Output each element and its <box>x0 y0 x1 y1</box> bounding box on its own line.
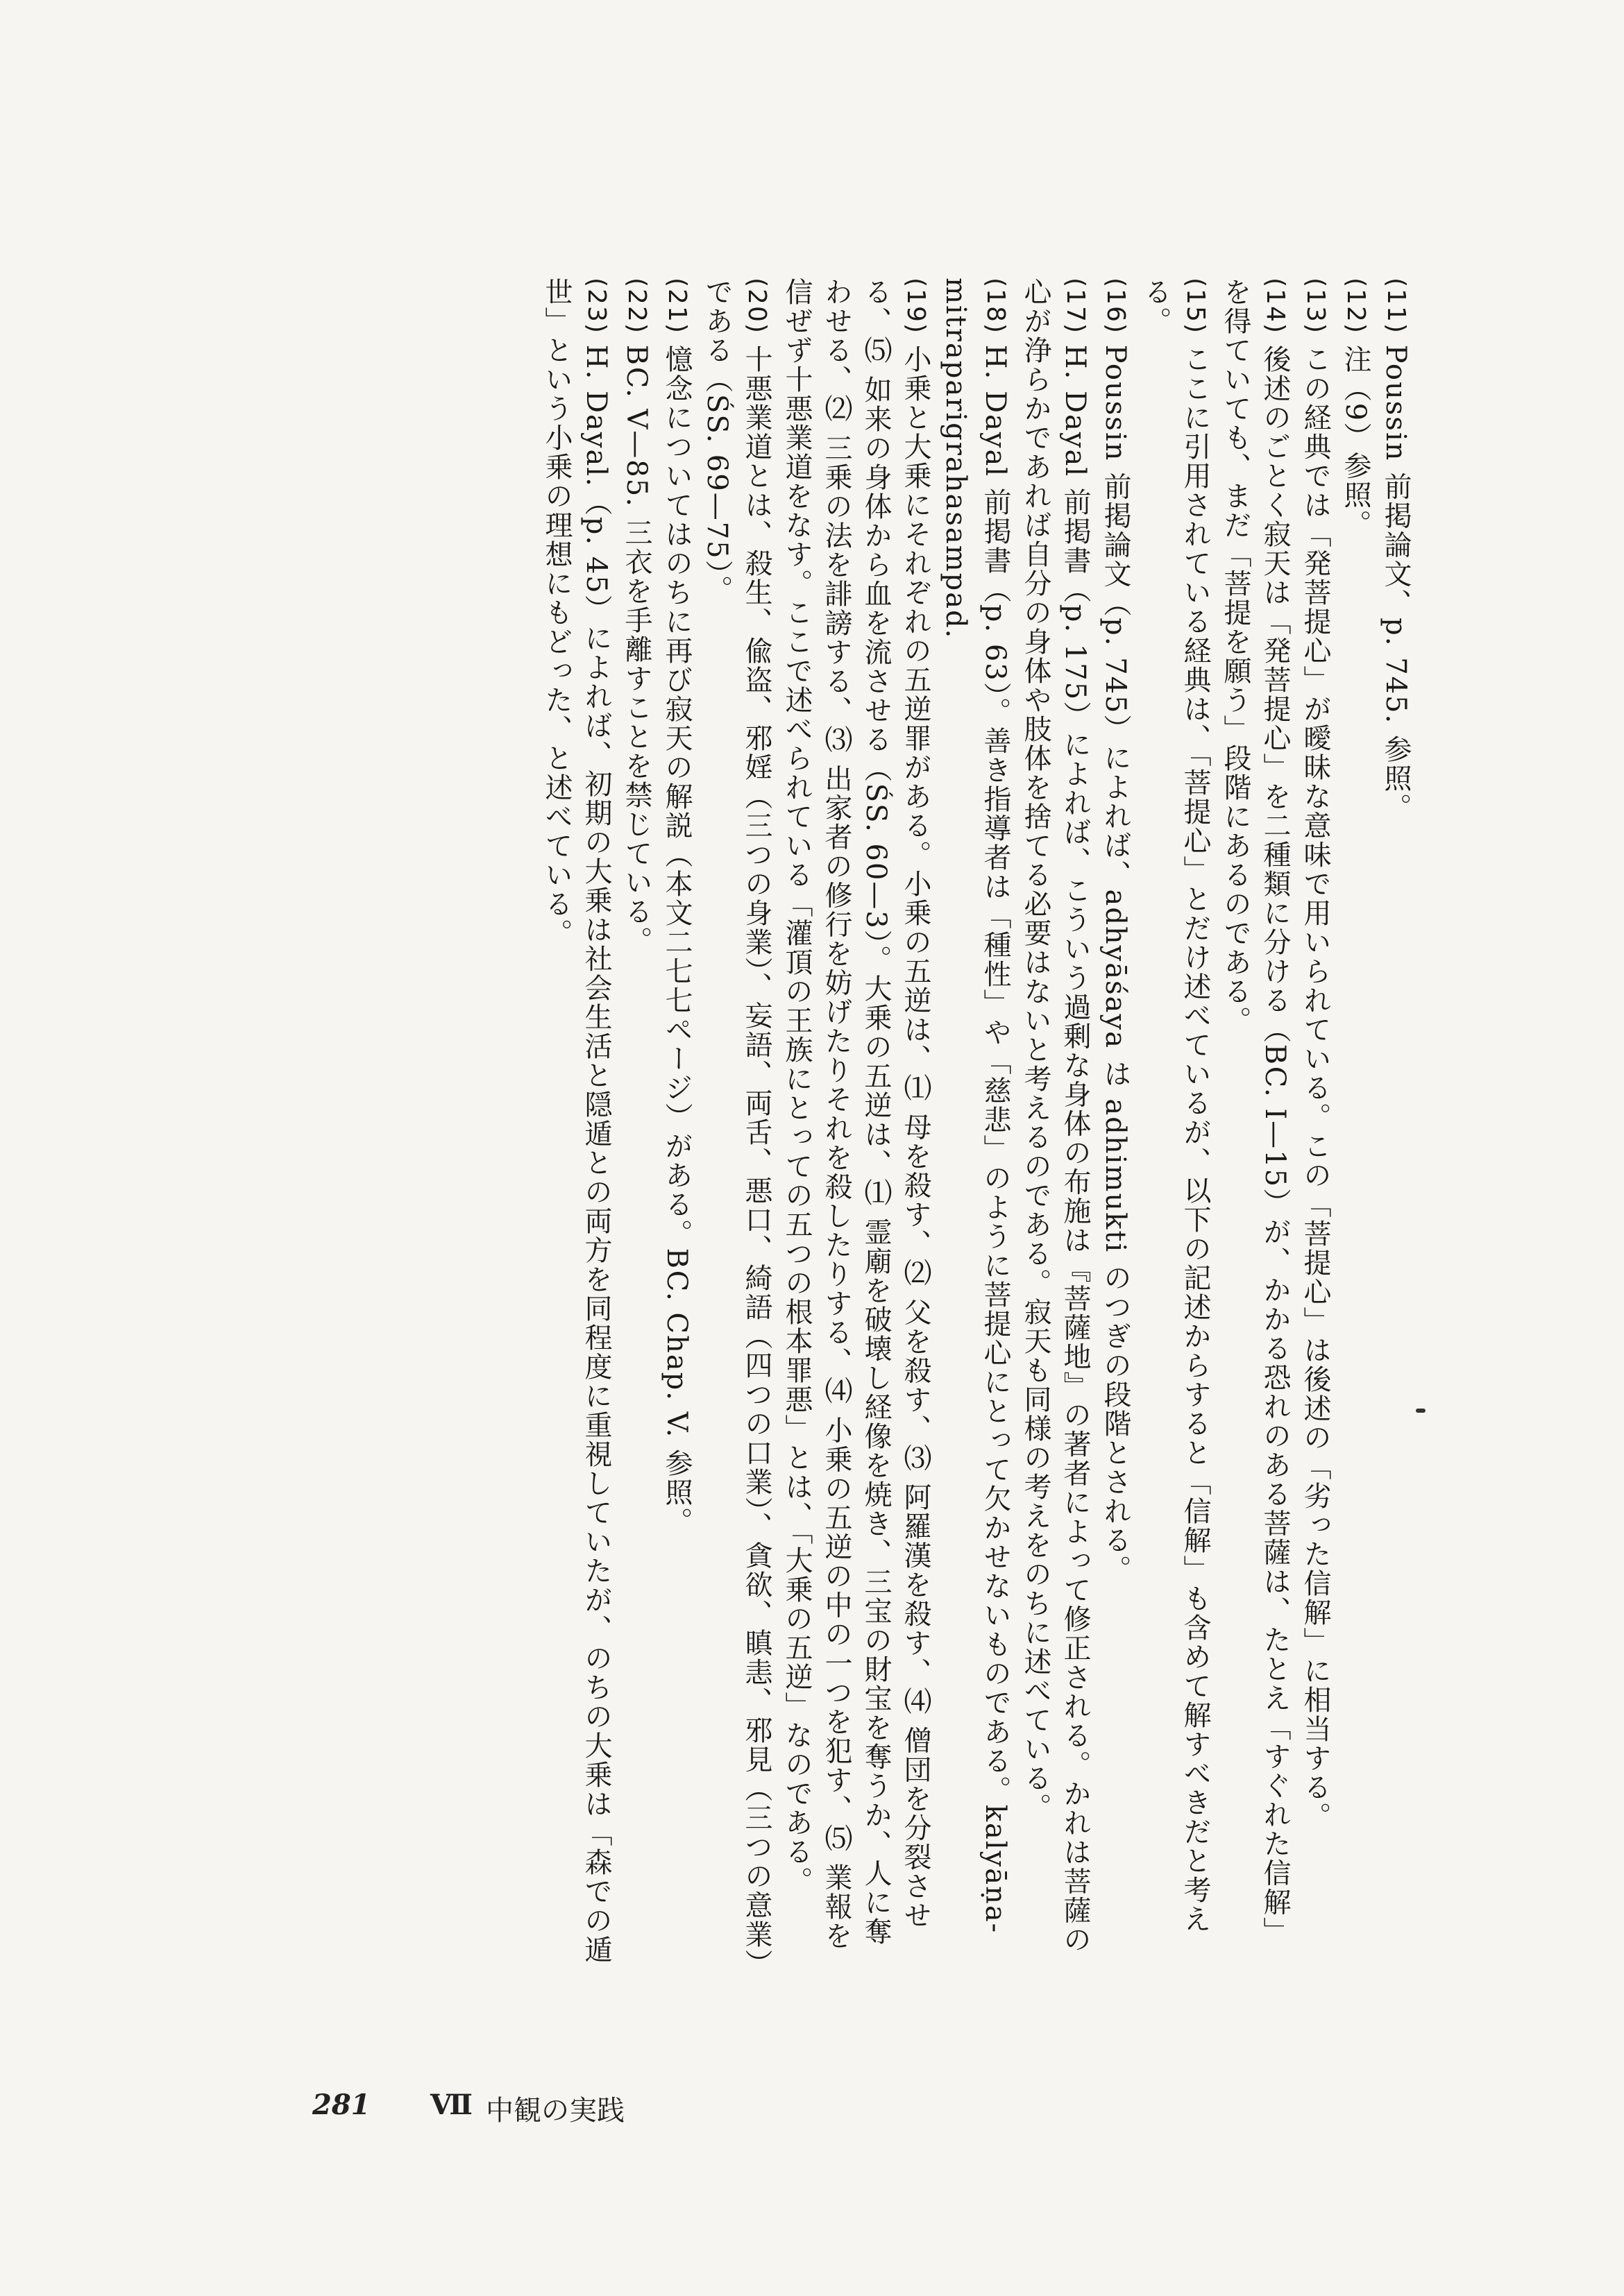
footnote-number: (14) <box>1261 278 1289 334</box>
footnote <box>697 278 777 1971</box>
footnote <box>616 278 657 1971</box>
footnote-number: (16) <box>1101 278 1130 334</box>
footnote-number: (18) <box>981 278 1010 334</box>
footnote <box>657 278 697 1971</box>
footnote <box>536 278 616 1971</box>
footnote-text: Poussin 前掲論文（p. 745）によれば、adhyāśaya は adhimukti のつぎの段階とされる。 <box>1099 344 1131 1584</box>
footnote <box>1135 278 1215 1971</box>
footnote-number: (22) <box>623 278 651 334</box>
footnote <box>1015 278 1095 1971</box>
footnote-text: BC. V—85. 三衣を手離すことを禁じている。 <box>620 344 652 955</box>
footnote-text: ここに引用されている経典は、「菩提心」とだけ述べているが、以下の記述からすると「信解」も含めて解すべきだと考える。 <box>1140 278 1211 1934</box>
footnote-number: (11) <box>1382 278 1410 334</box>
ink-speck-decoration <box>1416 1409 1426 1413</box>
footnote-text: Poussin 前掲論文、p. 745. 参照。 <box>1380 344 1412 822</box>
footnote-text: H. Dayal 前掲書（p. 175）によれば、こういう過剰な身体の布施は『菩薩地』の著者によって修正される。かれは菩薩の心が浄らかであれば自分の身体や肢体を捨てる必要はないと考えるのである。寂天も同様の考えをのちに述べている。 <box>1020 278 1091 1955</box>
footnote <box>1215 278 1295 1971</box>
footnote-number: (17) <box>1061 278 1090 334</box>
chapter-title: 中観の実践 <box>486 2095 625 2127</box>
footnote <box>777 278 936 1971</box>
footnote-text: この経典では「発菩提心」が曖昧な意味で用いられている。この「菩提心」は後述の「劣った信解」に相当する。 <box>1299 344 1331 1831</box>
footnote-text: 小乗と大乗にそれぞれの五逆罪がある。小乗の五逆は、⑴ 母を殺す、⑵ 父を殺す、⑶ 阿羅漢を殺す、⑷ 僧団を分裂させる、⑸ 如来の身体から血を流させる（ŚS. 60—3）。大乗の五逆は、⑴ 霊廟を破壊し経像を焼き、三宝の財宝を奪うか、人に奪わせる、⑵ 三乗の法を誹謗する、⑶ 出家者の修行を妨げたりそれを殺したりする、⑷ 小乗の五逆の中の一つを犯す、⑸ 業報を信ぜず十悪業道をなす。ここで述べられている「灌頂の王族にとっての五つの根本罪悪」とは、「大乗の五逆」なのである。 <box>781 278 931 1950</box>
footnotes-block <box>278 278 1416 1971</box>
footnote-text: H. Dayal 前掲書（p. 63）。善き指導者は「種性」や「慈悲」のように菩提心にとって欠かせないものである。kalyāṇa-mitraparigrahasampad. <box>940 278 1011 1934</box>
footnote-number: (23) <box>582 278 611 334</box>
footnote-number: (13) <box>1301 278 1330 334</box>
footnote <box>1335 278 1376 1971</box>
footnote-number: (21) <box>663 278 691 334</box>
chapter-number: Ⅶ <box>430 2089 473 2121</box>
footnote <box>1295 278 1335 1971</box>
footnote-text: 十悪業道とは、殺生、偸盗、邪婬（三つの身業）、妄語、両舌、悪口、綺語（四つの口業）、貪欲、瞋恚、邪見（三つの意業）である（ŚS. 69—75）。 <box>701 278 772 1964</box>
footnote-number: (15) <box>1181 278 1210 334</box>
page-footer <box>312 2089 937 2137</box>
footnote-number: (20) <box>743 278 771 334</box>
footnote-text: 憶念についてはのちに再び寂天の解説（本文二七七ページ）がある。BC. Chap. V. 参照。 <box>661 344 693 1536</box>
footnote <box>936 278 1015 1971</box>
footnote-text: 注（9）参照。 <box>1339 344 1371 539</box>
page-number: 281 <box>312 2089 371 2121</box>
footnote-text: H. Dayal.（p. 45）によれば、初期の大乗は社会生活と隠遁との両方を同程度に重視していたが、のちの大乗は「森での遁世」という小乗の理想にもどった、と述べている。 <box>541 278 612 1964</box>
footnote-number: (12) <box>1342 278 1370 334</box>
footnote-number: (19) <box>902 278 930 334</box>
footnote <box>1376 278 1416 1971</box>
footnote <box>1095 278 1135 1971</box>
footnote-text: 後述のごとく寂天は「発菩提心」を二種類に分ける（BC. I—15）が、かかる恐れのある菩薩は、たとえ「すぐれた信解」を得ていても、まだ「菩提を願う」段階にあるのである。 <box>1219 278 1291 1946</box>
